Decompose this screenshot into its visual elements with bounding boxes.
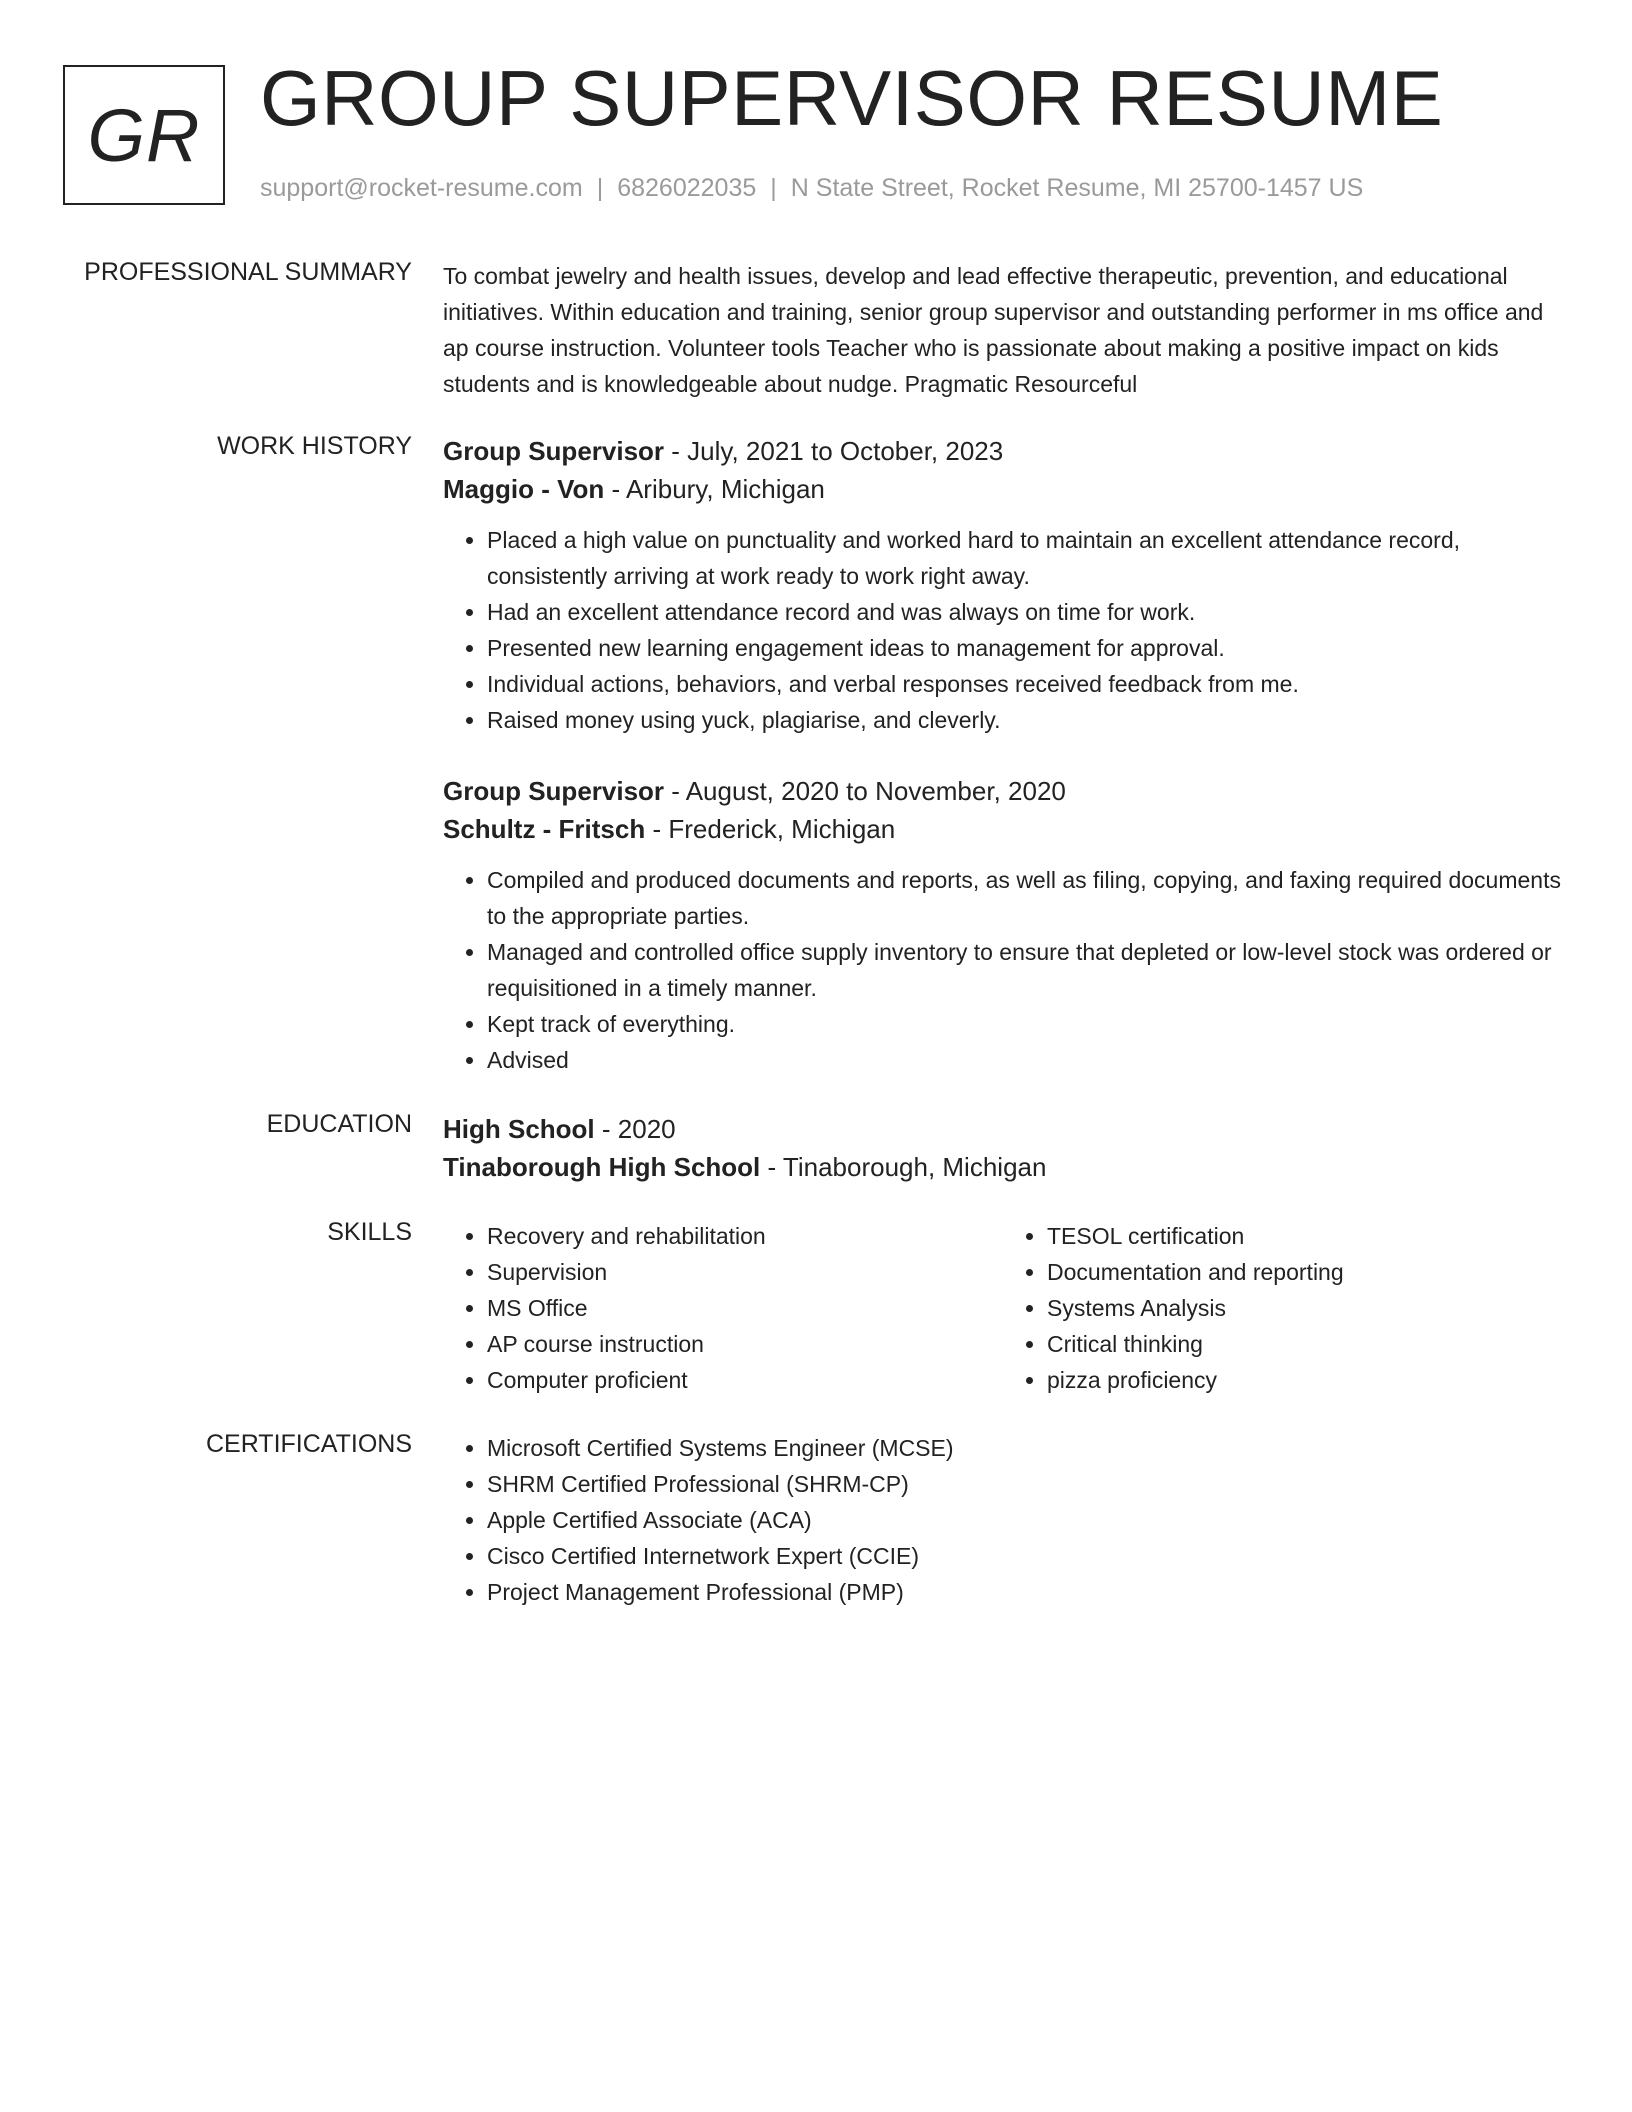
- skill-item: • Systems Analysis: [1047, 1290, 1563, 1326]
- monogram-initials: GR: [87, 93, 201, 177]
- skill-item: • Documentation and reporting: [1047, 1254, 1563, 1290]
- certification-item: • Microsoft Certified Systems Engineer (MCSE): [487, 1430, 1563, 1466]
- summary-text: To combat jewelry and health issues, develop and lead effective therapeutic, prevention, and educational initiatives. Within education and training, senior group supervisor and outstanding performer in ms office and ap course instruction. Volunteer tools Teacher who is passionate about making a positive impact on kids students and is knowledgeable about nudge. Pragmatic Resourceful: [443, 263, 1544, 397]
- job-bullet: • Kept track of everything.: [487, 1006, 1563, 1042]
- job-bullet: • Managed and controlled office supply inventory to ensure that depleted or low-level stock was ordered or requisitioned in a timely manner.: [487, 934, 1563, 1006]
- skill-item: • Computer proficient: [487, 1362, 1003, 1398]
- skill-item: • TESOL certification: [1047, 1218, 1563, 1254]
- job-company: Maggio - Von: [443, 474, 605, 504]
- skill-item: • Critical thinking: [1047, 1326, 1563, 1362]
- skills-list-left: [443, 1218, 1003, 1398]
- education-year: - 2020: [594, 1114, 676, 1144]
- certification-item: • Apple Certified Associate (ACA): [487, 1502, 1563, 1538]
- education-degree-line: [443, 1110, 1563, 1148]
- job-title-line: [443, 772, 1563, 810]
- resume-title: GROUP SUPERVISOR RESUME: [260, 54, 1444, 142]
- contact-address: N State Street, Rocket Resume, MI 25700-1457 US: [790, 174, 1364, 202]
- contact-email: support@rocket-resume.com: [260, 174, 583, 202]
- education-degree: High School: [443, 1114, 595, 1144]
- job-bullet: • Raised money using yuck, plagiarise, and cleverly.: [487, 702, 1563, 738]
- contact-separator: |: [770, 174, 777, 202]
- contact-line: [260, 174, 1363, 203]
- section-label-work-history: WORK HISTORY: [217, 432, 412, 460]
- job-bullet: • Individual actions, behaviors, and verbal responses received feedback from me.: [487, 666, 1563, 702]
- section-label-summary: PROFESSIONAL SUMMARY: [84, 258, 412, 286]
- certification-item: • Cisco Certified Internetwork Expert (CCIE): [487, 1538, 1563, 1574]
- job-bullet: • Had an excellent attendance record and was always on time for work.: [487, 594, 1563, 630]
- education-school-line: [443, 1148, 1563, 1186]
- job-bullet: • Presented new learning engagement ideas to management for approval.: [487, 630, 1563, 666]
- job-entry: [443, 772, 1563, 1078]
- monogram-box: [63, 65, 225, 205]
- job-bullet: • Placed a high value on punctuality and worked hard to maintain an excellent attendance record, consistently arriving at work ready to work right away.: [487, 522, 1563, 594]
- section-label-education: EDUCATION: [266, 1110, 412, 1138]
- job-company: Schultz - Fritsch: [443, 814, 646, 844]
- job-dates: - August, 2020 to November, 2020: [664, 776, 1066, 806]
- job-company-line: [443, 470, 1563, 508]
- job-location: - Frederick, Michigan: [645, 814, 896, 844]
- section-label-certifications: CERTIFICATIONS: [205, 1430, 412, 1458]
- education-school: Tinaborough High School: [443, 1152, 761, 1182]
- contact-phone: 6826022035: [617, 174, 757, 202]
- education-location: - Tinaborough, Michigan: [760, 1152, 1047, 1182]
- job-location: - Aribury, Michigan: [604, 474, 825, 504]
- skill-item: • Recovery and rehabilitation: [487, 1218, 1003, 1254]
- skill-item: • MS Office: [487, 1290, 1003, 1326]
- job-entry: [443, 432, 1563, 738]
- job-title-line: [443, 432, 1563, 470]
- job-title: Group Supervisor: [443, 436, 665, 466]
- certification-item: • SHRM Certified Professional (SHRM-CP): [487, 1466, 1563, 1502]
- job-company-line: [443, 810, 1563, 848]
- job-title: Group Supervisor: [443, 776, 665, 806]
- certifications-list: [443, 1430, 1563, 1610]
- skills-list-right: [1003, 1218, 1563, 1398]
- job-bullets: [443, 522, 1563, 738]
- skills-columns: [443, 1218, 1563, 1398]
- job-bullets: [443, 862, 1563, 1078]
- job-bullet: • Compiled and produced documents and reports, as well as filing, copying, and faxing required documents to the appropriate parties.: [487, 862, 1563, 934]
- certification-item: • Project Management Professional (PMP): [487, 1574, 1563, 1610]
- section-label-skills: SKILLS: [327, 1218, 412, 1246]
- skill-item: • AP course instruction: [487, 1326, 1003, 1362]
- skill-item: • pizza proficiency: [1047, 1362, 1563, 1398]
- job-bullet: • Advised: [487, 1042, 1563, 1078]
- contact-separator: |: [596, 174, 604, 202]
- skill-item: • Supervision: [487, 1254, 1003, 1290]
- job-dates: - July, 2021 to October, 2023: [664, 436, 1004, 466]
